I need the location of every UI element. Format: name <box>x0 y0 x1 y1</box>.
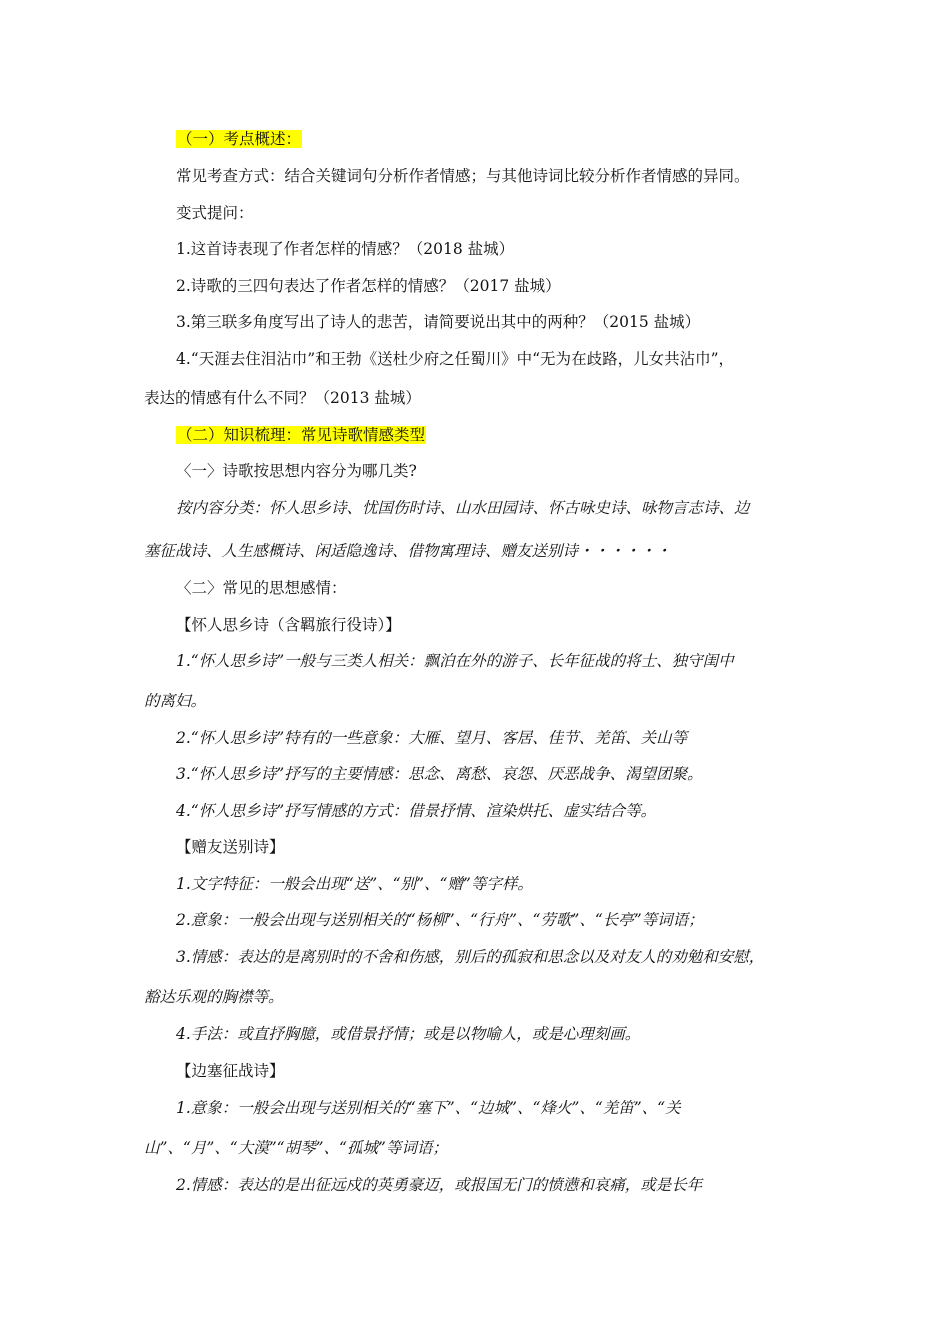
homesick-item-4: 4.“怀人思乡诗”抒写情感的方式：借景抒情、渲染烘托、虚实结合等。 <box>176 802 657 820</box>
farewell-item-3-line-2: 豁达乐观的胸襟等。 <box>144 988 284 1006</box>
farewell-item-3-line-1: 3.情感：表达的是离别时的不舍和伤感，别后的孤寂和思念以及对友人的劝勉和安慰， <box>176 948 765 966</box>
frontier-item-1-line-1: 1.意象：一般会出现与送别相关的“塞下”、“边城”、“烽火”、“羌笛”、“关 <box>176 1099 681 1117</box>
exam-method-text: 常见考查方式：结合关键词句分析作者情感；与其他诗词比较分析作者情感的异同。 <box>176 167 750 185</box>
homesick-item-1-line-2: 的离妇。 <box>144 692 207 710</box>
frontier-item-2: 2.情感：表达的是出征远戍的英勇豪迈，或报国无门的愤懑和哀痛，或是长年 <box>176 1176 703 1194</box>
homesick-item-1-line-1: 1.“怀人思乡诗”一般与三类人相关：飘泊在外的游子、长年征战的将士、独守闺中 <box>176 652 734 670</box>
frontier-item-1-line-2: 山”、“月”、“大漠”“胡琴”、“孤城”等词语； <box>144 1139 448 1157</box>
topic-heading-frontier: 【边塞征战诗】 <box>176 1062 285 1080</box>
highlighted-heading: （一）考点概述： <box>177 130 302 148</box>
classification-line-2: 塞征战诗、人生感概诗、闲适隐逸诗、借物寓理诗、赠友送别诗・・・・・・ <box>144 542 672 560</box>
classification-line-1: 按内容分类：怀人思乡诗、忧国伤时诗、山水田园诗、怀古咏史诗、咏物言志诗、边 <box>176 499 750 517</box>
section-1-heading <box>176 128 302 150</box>
question-2: 2.诗歌的三四句表达了作者怎样的情感？（2017 盐城） <box>176 277 561 295</box>
question-3: 3.第三联多角度写出了诗人的悲苦，请简要说出其中的两种？（2015 盐城） <box>176 313 701 331</box>
variant-questions-label: 变式提问： <box>176 204 254 222</box>
farewell-item-2: 2.意象：一般会出现与送别相关的“杨柳”、“行舟”、“劳歌”、“长亭”等词语； <box>176 911 704 929</box>
subsection-1-title: 〈一〉诗歌按思想内容分为哪几类? <box>176 462 417 480</box>
homesick-item-3: 3.“怀人思乡诗”抒写的主要情感：思念、离愁、哀怨、厌恶战争、渴望团聚。 <box>176 765 703 783</box>
question-1: 1.这首诗表现了作者怎样的情感？（2018 盐城） <box>176 240 515 258</box>
farewell-item-4: 4.手法：或直抒胸臆，或借景抒情；或是以物喻人，或是心理刻画。 <box>176 1025 641 1043</box>
subsection-2-title: 〈二〉常见的思想感情： <box>176 579 347 597</box>
section-2-heading <box>176 424 426 446</box>
topic-heading-homesick: 【怀人思乡诗（含羁旅行役诗）】 <box>176 616 401 634</box>
farewell-item-1: 1.文字特征：一般会出现“送”、“别”、“赠”等字样。 <box>176 875 533 893</box>
highlighted-heading: （二）知识梳理：常见诗歌情感类型 <box>177 426 426 444</box>
question-4-line-2: 表达的情感有什么不同？（2013 盐城） <box>144 389 421 407</box>
topic-heading-farewell: 【赠友送别诗】 <box>176 838 285 856</box>
homesick-item-2: 2.“怀人思乡诗”特有的一些意象：大雁、望月、客居、佳节、羌笛、关山等 <box>176 729 688 747</box>
question-4-line-1: 4.“天涯去住泪沾巾”和王勃《送杜少府之任蜀川》中“无为在歧路，儿女共沾巾”， <box>176 350 734 368</box>
